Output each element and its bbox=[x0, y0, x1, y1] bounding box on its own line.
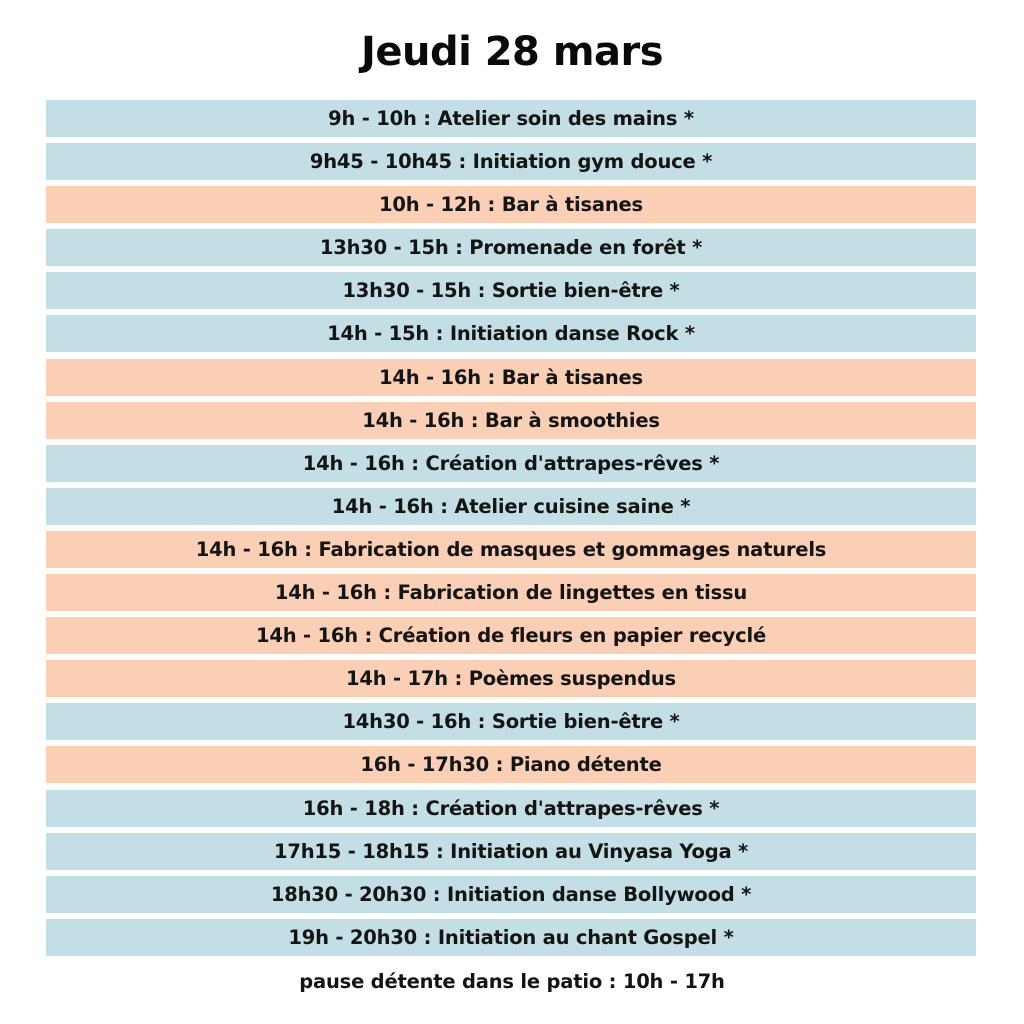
schedule-row: 14h - 16h : Atelier cuisine saine * bbox=[46, 488, 976, 525]
footer-note: pause détente dans le patio : 10h - 17h bbox=[299, 970, 725, 993]
schedule-row: 14h - 16h : Bar à tisanes bbox=[46, 359, 976, 396]
schedule-row: 18h30 - 20h30 : Initiation danse Bollywood * bbox=[46, 876, 976, 913]
schedule-row: 10h - 12h : Bar à tisanes bbox=[46, 186, 976, 223]
schedule-row: 13h30 - 15h : Promenade en forêt * bbox=[46, 229, 976, 266]
schedule-row: 14h30 - 16h : Sortie bien-être * bbox=[46, 703, 976, 740]
schedule-row: 14h - 15h : Initiation danse Rock * bbox=[46, 315, 976, 352]
schedule-row: 13h30 - 15h : Sortie bien-être * bbox=[46, 272, 976, 309]
schedule-row: 19h - 20h30 : Initiation au chant Gospel * bbox=[46, 919, 976, 956]
schedule-row: 9h45 - 10h45 : Initiation gym douce * bbox=[46, 143, 976, 180]
schedule-row: 14h - 16h : Fabrication de masques et gommages naturels bbox=[46, 531, 976, 568]
schedule-row: 17h15 - 18h15 : Initiation au Vinyasa Yoga * bbox=[46, 833, 976, 870]
page-title: Jeudi 28 mars bbox=[360, 29, 664, 75]
schedule-row: 14h - 16h : Fabrication de lingettes en tissu bbox=[46, 574, 976, 611]
schedule-row: 16h - 18h : Création d'attrapes-rêves * bbox=[46, 790, 976, 827]
schedule-row: 14h - 17h : Poèmes suspendus bbox=[46, 660, 976, 697]
schedule-row: 14h - 16h : Bar à smoothies bbox=[46, 402, 976, 439]
schedule-list bbox=[46, 100, 976, 962]
schedule-row: 9h - 10h : Atelier soin des mains * bbox=[46, 100, 976, 137]
schedule-row: 14h - 16h : Création de fleurs en papier recyclé bbox=[46, 617, 976, 654]
schedule-row: 16h - 17h30 : Piano détente bbox=[46, 746, 976, 783]
schedule-row: 14h - 16h : Création d'attrapes-rêves * bbox=[46, 445, 976, 482]
